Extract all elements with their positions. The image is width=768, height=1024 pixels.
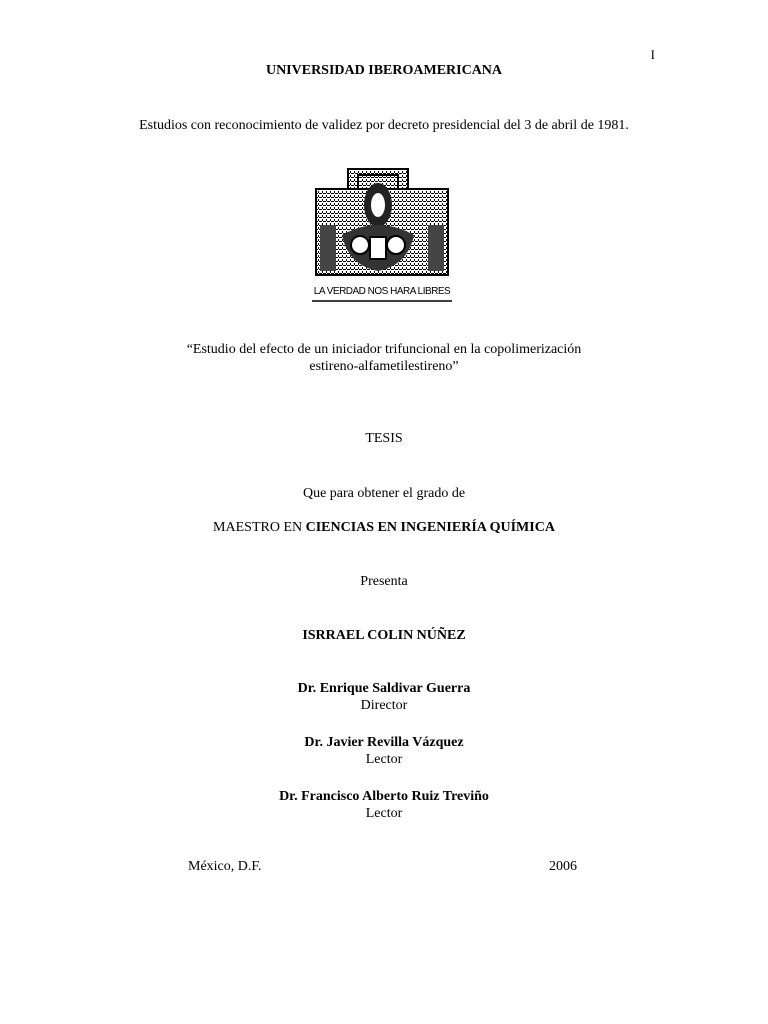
year: 2006: [549, 859, 577, 874]
degree: [0, 519, 768, 536]
committee-member-role: Lector: [365, 752, 403, 767]
degree-intro: Que para obtener el grado de: [302, 486, 466, 501]
presenta-label: Presenta: [360, 574, 408, 589]
place: México, D.F.: [188, 859, 262, 874]
document-type: TESIS: [365, 431, 403, 446]
validity-statement: Estudios con reconocimiento de validez por decreto presidencial del 3 de abril de 1981.: [139, 118, 629, 133]
committee-member-role: Director: [360, 698, 408, 713]
crest-motto: LA VERDAD NOS HARA LIBRES: [313, 286, 451, 297]
degree-field: CIENCIAS EN INGENIERÍA QUÍMICA: [305, 520, 555, 535]
committee-member-name: Dr. Francisco Alberto Ruiz Treviño: [279, 789, 489, 804]
thesis-title-line-1: “Estudio del efecto de un iniciador trifuncional en la copolimerización: [186, 342, 582, 357]
author-name: ISRRAEL COLIN NÚÑEZ: [302, 628, 466, 643]
committee-member: [0, 734, 768, 768]
committee-member-role: Lector: [365, 806, 403, 821]
thesis-title-line-2: estireno-alfametilestireno”: [309, 359, 459, 374]
university-crest: [312, 165, 452, 305]
committee-member-name: Dr. Javier Revilla Vázquez: [304, 735, 464, 750]
degree-prefix: MAESTRO EN: [213, 520, 306, 535]
committee-member-name: Dr. Enrique Saldivar Guerra: [297, 681, 471, 696]
page-number: I: [650, 47, 655, 62]
thesis-title: [0, 341, 768, 375]
committee-member: [0, 680, 768, 714]
committee-member: [0, 788, 768, 822]
university-name: UNIVERSIDAD IBEROAMERICANA: [265, 63, 503, 78]
